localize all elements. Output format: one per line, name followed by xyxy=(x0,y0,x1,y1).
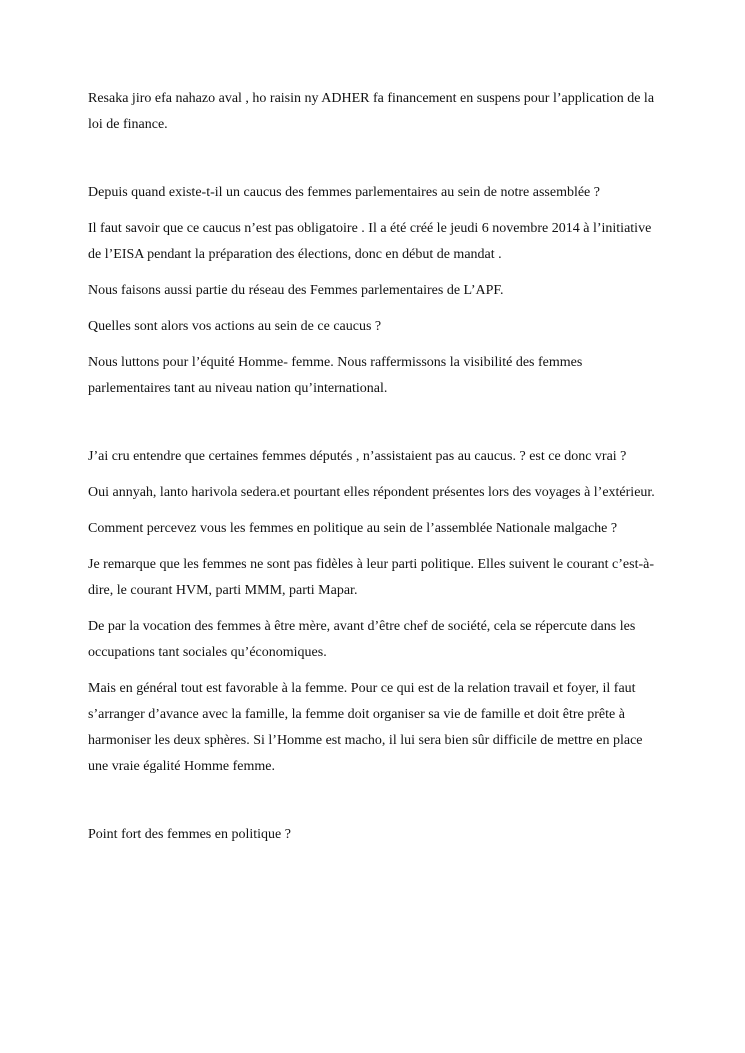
paragraph-13: Point fort des femmes en politique ? xyxy=(88,827,291,842)
paragraph-11: De par la vocation des femmes à être mère, avant d’être chef de société, cela se répercute dans les occupations tant sociales qu’économiques. xyxy=(88,619,636,660)
paragraph-5: Quelles sont alors vos actions au sein de ce caucus ? xyxy=(88,319,382,334)
document-body xyxy=(88,86,660,858)
paragraph-3: Il faut savoir que ce caucus n’est pas obligatoire . Il a été créé le jeudi 6 novembre 2014 à l’initiative de l’EISA pendant la préparation des élections, donc en début de mandat . xyxy=(88,221,652,262)
paragraph-8: Oui annyah, lanto harivola sedera.et pourtant elles répondent présentes lors des voyages à l’extérieur. xyxy=(88,485,655,500)
paragraph-7: J’ai cru entendre que certaines femmes députés , n’assistaient pas au caucus. ? est ce donc vrai ? xyxy=(88,449,627,464)
paragraph-12: Mais en général tout est favorable à la femme. Pour ce qui est de la relation travail et foyer, il faut s’arranger d’avance avec la famille, la femme doit organiser sa vie de famille et doit être prête à harmoniser les deux sphères. Si l’Homme est macho, il lui sera bien sûr difficile de mettre en place une vraie égalité Homme femme. xyxy=(88,681,643,774)
paragraph-4: Nous faisons aussi partie du réseau des Femmes parlementaires de L’APF. xyxy=(88,283,504,298)
paragraph-2: Depuis quand existe-t-il un caucus des femmes parlementaires au sein de notre assemblée ? xyxy=(88,185,600,200)
paragraph-10: Je remarque que les femmes ne sont pas fidèles à leur parti politique. Elles suivent le courant c’est-à-dire, le courant HVM, parti MMM, parti Mapar. xyxy=(88,557,655,598)
paragraph-1: Resaka jiro efa nahazo aval , ho raisin ny ADHER fa financement en suspens pour l’application de la loi de finance. xyxy=(88,91,655,132)
paragraph-6: Nous luttons pour l’équité Homme- femme. Nous raffermissons la visibilité des femmes parlementaires tant au niveau nation qu’international. xyxy=(88,355,583,396)
paragraph-9: Comment percevez vous les femmes en politique au sein de l’assemblée Nationale malgache ? xyxy=(88,521,618,536)
